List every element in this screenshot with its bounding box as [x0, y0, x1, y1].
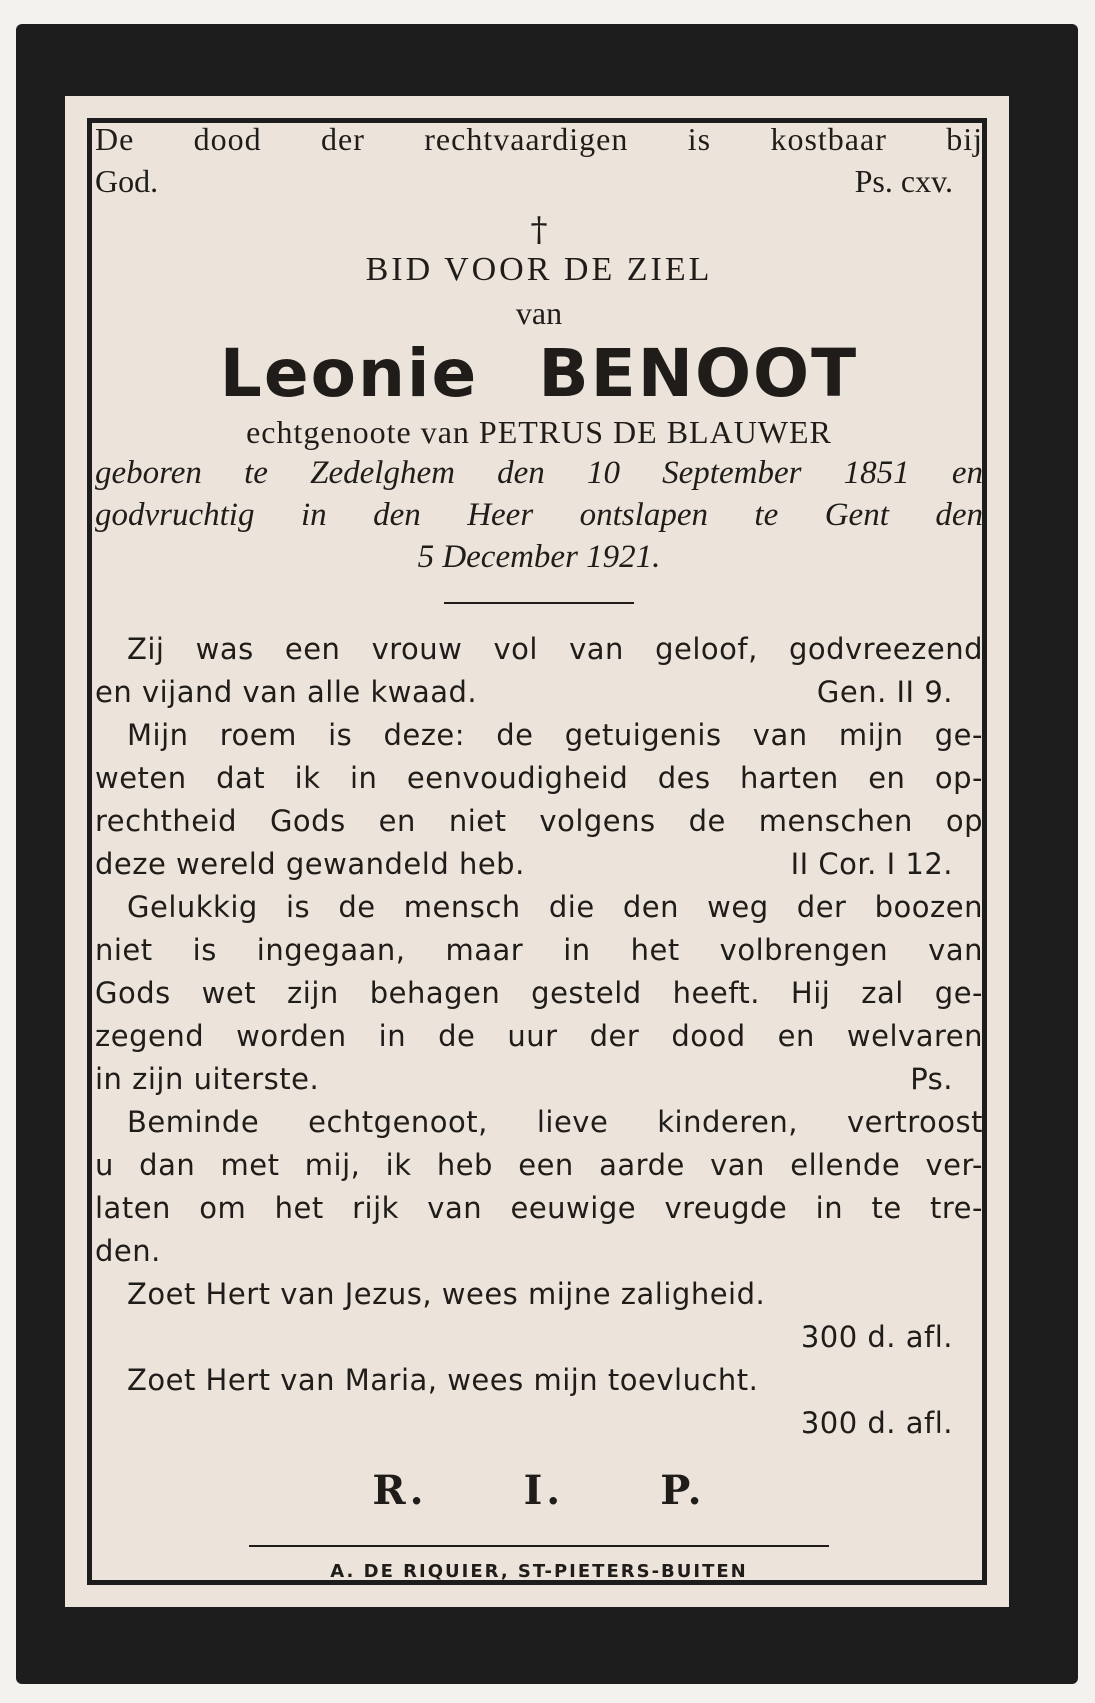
- paragraph-2-line-4: [95, 843, 983, 886]
- paragraph-2-line-3: rechtheid Gods en niet volgens de menschen op: [95, 804, 983, 838]
- paragraph-5-reference: 300 d. afl.: [800, 1320, 953, 1354]
- paragraph-1-text: en vijand van alle kwaad.: [95, 675, 478, 709]
- paragraph-2-line-2: weten dat ik in eenvoudigheid des harten en op-: [95, 761, 983, 795]
- van-text: van: [515, 295, 563, 331]
- printer-imprint: A. DE RIQUIER, ST-PIETERS-BUITEN: [330, 1561, 748, 1582]
- first-name: Leonie: [219, 335, 479, 412]
- paragraph-3-line-2: niet is ingegaan, maar in het volbrengen van: [95, 933, 983, 967]
- epigraph-text: God.: [95, 163, 159, 199]
- rip-p: P.: [660, 1467, 706, 1514]
- paragraph-4-line-3: laten om het rijk van eeuwige vreugde in te tre-: [95, 1191, 983, 1225]
- spouse-line: echtgenoote van PETRUS DE BLAUWER: [246, 414, 832, 450]
- birth-line-3: 5 December 1921.: [417, 539, 661, 575]
- birth-line-2: godvruchtig in den Heer ontslapen te Gent den: [95, 497, 983, 533]
- rip-heading: [95, 1463, 983, 1519]
- paragraph-3-reference: Ps.: [910, 1062, 953, 1096]
- paragraph-3-line-5: [95, 1058, 983, 1101]
- paragraph-4-line-1: Beminde echtgenoot, lieve kinderen, vertroost: [127, 1105, 983, 1139]
- pray-heading: BID VOOR DE ZIEL: [365, 251, 713, 288]
- epigraph-reference: Ps. cxv.: [854, 163, 953, 199]
- divider-rule: [444, 602, 634, 604]
- rip-i: I.: [523, 1467, 565, 1514]
- paragraph-1-line-1: Zij was een vrouw vol van geloof, godvreezend: [127, 632, 983, 666]
- epigraph-line-1: De dood der rechtvaardigen is kostbaar bij: [95, 121, 983, 157]
- paragraph-1-line-2: [95, 671, 983, 714]
- bottom-divider-rule: [249, 1545, 829, 1547]
- paragraph-3-text: in zijn uiterste.: [95, 1062, 320, 1096]
- paragraph-2-text: deze wereld gewandeld heb.: [95, 847, 525, 881]
- epigraph-line-2: [95, 160, 983, 202]
- paragraph-1-reference: Gen. II 9.: [816, 675, 953, 709]
- scripture-text: [95, 628, 983, 1445]
- cross-icon: †: [530, 210, 548, 250]
- card-content: [95, 106, 983, 1582]
- paragraph-2-line-1: Mijn roem is deze: de getuigenis van mijn ge-: [127, 718, 983, 752]
- deceased-name: [95, 336, 983, 412]
- paragraph-3-line-3: Gods wet zijn behagen gesteld heeft. Hij zal ge-: [95, 976, 983, 1010]
- paragraph-6-line-1: Zoet Hert van Maria, wees mijn toevlucht.: [127, 1363, 759, 1397]
- birth-line-1: geboren te Zedelghem den 10 September 1851 en: [95, 455, 983, 491]
- paragraph-3-line-4: zegend worden in de uur der dood en welvaren: [95, 1019, 983, 1053]
- card-paper: [65, 96, 1009, 1607]
- last-name: BENOOT: [538, 335, 859, 412]
- paragraph-4-line-4: den.: [95, 1234, 161, 1268]
- memorial-card: [16, 24, 1078, 1684]
- paragraph-3-line-1: Gelukkig is de mensch die den weg der boozen: [127, 890, 983, 924]
- paragraph-5-line-1: Zoet Hert van Jezus, wees mijne zaligheid.: [127, 1277, 766, 1311]
- rip-r: R.: [372, 1467, 428, 1514]
- paragraph-6-reference: 300 d. afl.: [800, 1406, 953, 1440]
- paragraph-2-reference: II Cor. I 12.: [790, 847, 953, 881]
- paragraph-4-line-2: u dan met mij, ik heb een aarde van ellende ver-: [95, 1148, 983, 1182]
